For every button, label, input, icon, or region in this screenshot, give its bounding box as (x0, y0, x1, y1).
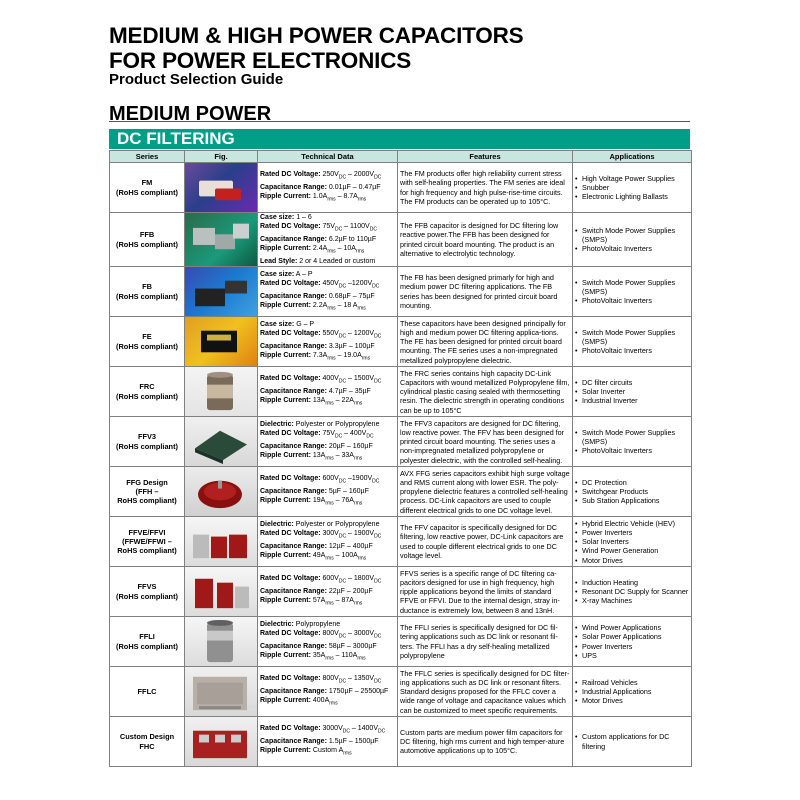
product-photo (185, 367, 257, 416)
spec-line: Dielectric: Polypropylene (260, 620, 341, 628)
features-cell: The FFV capacitor is specifically designed for DC filtering, low reactive power, DC-Link capacitors are used to couple different electrical grids to one DC voltage level. (398, 517, 573, 567)
table-row (110, 267, 692, 317)
application-item: • PhotoVoltaic Inverters (575, 346, 689, 355)
application-item: • DC Protection (575, 478, 689, 487)
section-rule (109, 121, 690, 122)
series-s1: FRC (139, 382, 155, 392)
applications-cell (573, 517, 692, 567)
table-row (110, 617, 692, 667)
application-item: • Industrial Applications (575, 687, 689, 696)
spec-line: Ripple Current: $2.2A_{rms} - 18$ $A_{rms}$ (260, 302, 366, 312)
application-item: • Induction Heating (575, 578, 689, 587)
series-cell (110, 317, 185, 367)
application-item: • Motor Drives (575, 556, 689, 565)
product-figure (185, 517, 258, 567)
application-item: • Sub Station Applications (575, 496, 689, 505)
spec-line: Capacitance Range: 0.68µF – 75µF (260, 292, 375, 300)
spec-line: Ripple Current: $35A_{rms} - 110A_{rms}$ (260, 652, 366, 662)
table-row (110, 467, 692, 517)
spec-line: Capacitance Range: 1750µF – 25500µF (260, 688, 389, 696)
series-s1: FFVE/FFVI (128, 527, 166, 537)
product-photo (185, 617, 257, 666)
table-row (110, 517, 692, 567)
technical-data-cell (258, 267, 398, 317)
spec-line: Ripple Current: $1.0A_{rms} - 8.7A_{rms}$ (260, 193, 367, 203)
applications-cell (573, 213, 692, 267)
title-line-1: MEDIUM & HIGH POWER CAPACITORS (109, 23, 524, 48)
application-item: • Power Inverters (575, 528, 689, 537)
spec-line: Ripple Current: $400A_{rms}$ (260, 697, 338, 707)
spec-line: Rated DC Voltage: $600V_{DC}$ $-1900V_{DC}$ (260, 475, 380, 485)
technical-data-cell (258, 567, 398, 617)
series-s2: FHC (139, 741, 155, 751)
col-header-technical: Technical Data (258, 151, 398, 163)
series-s1: FB (142, 282, 152, 292)
series-s2: (RoHS compliant) (116, 239, 178, 249)
series-s1: Custom Design (119, 732, 175, 742)
product-photo (185, 667, 257, 716)
application-item: • Resonant DC Supply for Scanner (575, 587, 689, 596)
series-s2: (RoHS compliant) (116, 441, 178, 451)
series-cell (110, 617, 185, 667)
product-photo (185, 467, 257, 516)
product-figure (185, 417, 258, 467)
table-row (110, 717, 692, 767)
spec-line: Rated DC Voltage: $300V_{DC} - 1900V_{DC}$ (260, 530, 382, 540)
application-item: • Custom applications for DC filtering (575, 732, 689, 751)
spec-line: Ripple Current: $13A_{rms} - 33A_{rms}$ (260, 452, 363, 462)
features-cell: The FFV3 capacitors are designed for DC filtering, low reactive power. The FFV has been designed for printed circuit board mounting. The series uses a non-impregnated metallized polypropylene or polyester dielectric, with the controlled self-healing. (398, 417, 573, 467)
title-line-2: FOR POWER ELECTRONICS (109, 47, 412, 73)
applications-cell (573, 317, 692, 367)
series-cell (110, 467, 185, 517)
table-row (110, 567, 692, 617)
series-cell (110, 517, 185, 567)
series-cell (110, 567, 185, 617)
spec-line: Capacitance Range: 12µF – 400µF (260, 542, 373, 550)
table-row (110, 367, 692, 417)
series-cell (110, 417, 185, 467)
applications-cell (573, 667, 692, 717)
product-figure (185, 717, 258, 767)
product-photo (185, 567, 257, 616)
technical-data-cell (258, 517, 398, 567)
application-item: • High Voltage Power Supplies (575, 174, 689, 183)
application-item: • Wind Power Applications (575, 623, 689, 632)
application-item: • PhotoVoltaic Inverters (575, 446, 689, 455)
application-item: • Railroad Vehicles (575, 678, 689, 687)
product-figure (185, 467, 258, 517)
spec-line: Dielectric: Polyester or Polypropylene (260, 420, 380, 428)
technical-data-cell (258, 467, 398, 517)
spec-line: Ripple Current: $2.4A_{rms} - 10A_{rms}$ (260, 245, 365, 255)
spec-line: Capacitance Range: 3.3µF – 100µF (260, 342, 375, 350)
spec-line: Ripple Current: $13A_{rms} - 22A_{rms}$ (260, 397, 363, 407)
spec-line: Capacitance Range: 4.7µF – 35µF (260, 388, 371, 396)
features-cell: Custom parts are medium power film capacitors for DC filtering, high rms current and high temper-ature automotive applications up to 105°C. (398, 717, 573, 767)
section-heading: MEDIUM POWER (109, 103, 272, 125)
table-row (110, 163, 692, 213)
features-cell: FFVS series is a specific range of DC filtering ca-pacitors designed for use in high frequency, high ripple applications beyond the limits of standard FFVE or FFVI. Due to the internal design, stray in-ductance is extremely low, between 8 and 13nH. (398, 567, 573, 617)
spec-line: Capacitance Range: 20µF – 160µF (260, 442, 373, 450)
product-photo (185, 317, 257, 366)
application-item: • Solar Inverters (575, 537, 689, 546)
series-s1: FFLI (139, 632, 155, 642)
application-item: • Switch Mode Power Supplies (SMPS) (575, 328, 689, 347)
spec-line: Case size: A – P (260, 270, 313, 278)
series-s3: RoHS compliant) (117, 496, 177, 506)
spec-line: Rated DC Voltage: $800V_{DC} - 1350V_{DC}$ (260, 675, 382, 685)
spec-line: Capacitance Range: 22µF – 200µF (260, 588, 373, 596)
spec-line: Capacitance Range: 6.2µF to 110µF (260, 235, 377, 243)
series-s2: (RoHS compliant) (116, 591, 178, 601)
spec-line: Dielectric: Polyester or Polypropylene (260, 520, 380, 528)
product-figure (185, 567, 258, 617)
series-cell (110, 163, 185, 213)
series-s1: FFG Design (126, 477, 168, 487)
page-subtitle: Product Selection Guide (109, 71, 284, 88)
page-title (109, 24, 523, 73)
series-s3: RoHS compliant) (117, 546, 177, 556)
series-cell (110, 213, 185, 267)
product-photo (185, 267, 257, 316)
spec-line: Ripple Current: $49A_{rms} - 100A_{rms}$ (260, 552, 367, 562)
series-s2: (RoHS compliant) (116, 291, 178, 301)
col-header-series: Series (110, 151, 185, 163)
applications-cell (573, 417, 692, 467)
series-s2: (RoHS compliant) (116, 641, 178, 651)
spec-line: Case size: 1 – 6 (260, 214, 312, 221)
product-figure (185, 617, 258, 667)
product-table (109, 150, 692, 767)
features-cell: The FM products offer high reliability current stress with self-healing properties. The FM series are ideal for high frequency and high pulse-rise-time circuits. The FM products can be operated up to 105°C. (398, 163, 573, 213)
application-item: • Wind Power Generation (575, 546, 689, 555)
series-s1: FE (142, 332, 152, 342)
spec-line: Rated DC Voltage: $75V_{DC} - 1100V_{DC}$ (260, 223, 377, 233)
application-item: • Solar Power Applications (575, 632, 689, 641)
features-cell: The FRC series contains high capacity DC-Link Capacitors with wound metallized Polypropylene film, cylindrical plastic casing sealed with thermosetting resin. The dielectric strength in operating conditions can be up to 105°C (398, 367, 573, 417)
series-cell (110, 267, 185, 317)
applications-cell (573, 617, 692, 667)
product-photo (185, 417, 257, 466)
table-row (110, 213, 692, 267)
spec-line: Capacitance Range: 5µF – 160µF (260, 488, 369, 496)
product-figure (185, 163, 258, 213)
series-s1: FFV3 (137, 432, 157, 442)
series-s1: FFLC (137, 687, 157, 697)
application-item: • PhotoVoltaic Inverters (575, 244, 689, 253)
spec-line: Ripple Current: $57A_{rms} - 87A_{rms}$ (260, 597, 363, 607)
applications-cell (573, 717, 692, 767)
col-header-applications: Applications (573, 151, 692, 163)
application-item: • Switch Mode Power Supplies (SMPS) (575, 428, 689, 447)
applications-cell (573, 267, 692, 317)
spec-line: Lead Style: 2 or 4 Leaded or custom (260, 257, 376, 265)
product-figure (185, 367, 258, 417)
product-figure (185, 267, 258, 317)
technical-data-cell (258, 317, 398, 367)
application-item: • Hybrid Electric Vehicle (HEV) (575, 519, 689, 528)
table-header-row (110, 151, 692, 163)
application-item: • UPS (575, 651, 689, 660)
technical-data-cell (258, 617, 398, 667)
spec-line: Rated DC Voltage: $400V_{DC} - 1500V_{DC}$ (260, 375, 382, 385)
spec-line: Ripple Current: $7.3A_{rms} - 19.0A_{rms}$ (260, 352, 371, 362)
features-cell: These capacitors have been designed principally for high and medium power DC filtering applica-tions. The FE has been designed for printed circuit board mounting. The FE series uses a non-impregnated metallized polypropylene dielectric. (398, 317, 573, 367)
applications-cell (573, 163, 692, 213)
product-figure (185, 667, 258, 717)
product-figure (185, 317, 258, 367)
applications-cell (573, 367, 692, 417)
spec-line: Rated DC Voltage: $600V_{DC} - 1800V_{DC}$ (260, 575, 382, 585)
application-item: • Switch Mode Power Supplies (SMPS) (575, 278, 689, 297)
series-s1: FFB (139, 230, 155, 240)
spec-line: Ripple Current: $19A_{rms} - 76A_{rms}$ (260, 497, 363, 507)
application-item: • DC filter circuits (575, 378, 689, 387)
series-s2: (RoHS compliant) (116, 391, 178, 401)
spec-line: Rated DC Voltage: $250V_{DC} - 2000V_{DC}$ (260, 171, 382, 181)
technical-data-cell (258, 417, 398, 467)
series-s2: (FFWE/FFWI – (122, 537, 172, 547)
subsection-band: DC FILTERING (109, 129, 690, 149)
product-photo (185, 163, 257, 212)
features-cell: The FFLI series is specifically designed for DC fil-tering applications such as DC link or resonant fil-ters. The FFLI has a dry self-healing metallized polypropylene (398, 617, 573, 667)
series-s1: FM (141, 178, 153, 188)
series-s2: (RoHS compliant) (116, 341, 178, 351)
product-photo (185, 213, 257, 266)
series-s2: (RoHS compliant) (116, 187, 178, 197)
spec-line: Capacitance Range: 1.5µF – 1500µF (260, 738, 379, 746)
series-s2: (FFH – (135, 487, 159, 497)
technical-data-cell (258, 367, 398, 417)
application-item: • Snubber (575, 183, 689, 192)
col-header-fig: Fig. (185, 151, 258, 163)
application-item: • Switchgear Products (575, 487, 689, 496)
application-item: • Power Inverters (575, 642, 689, 651)
spec-line: Rated DC Voltage: $800V_{DC} - 3000V_{DC}$ (260, 630, 382, 640)
application-item: • Industrial Inverter (575, 396, 689, 405)
series-cell (110, 717, 185, 767)
technical-data-cell (258, 717, 398, 767)
spec-line: Rated DC Voltage: $75V_{DC} - 400V_{DC}$ (260, 430, 374, 440)
features-cell: The FFLC series is specifically designed for DC filter-ing applications such as DC link or resonant filters. Standard designs proposed for the FFLC cover a wide range of voltage and capacitance values which can be customized to meet specific requirements. (398, 667, 573, 717)
table-row (110, 667, 692, 717)
applications-cell (573, 567, 692, 617)
application-item: • X-ray Machines (575, 596, 689, 605)
features-cell: The FFB capacitor is designed for DC filtering low reactive power.The FFB has been designed for printed circuit board mounting. The product is an alternative to electrolytic technology. (398, 213, 573, 267)
product-figure (185, 213, 258, 267)
technical-data-cell (258, 163, 398, 213)
product-photo (185, 717, 257, 766)
spec-line: Rated DC Voltage: $450V_{DC}$ $-1200V_{DC}$ (260, 280, 380, 290)
spec-line: Case size: G – P (260, 320, 315, 328)
table-row (110, 417, 692, 467)
applications-cell (573, 467, 692, 517)
spec-line: Capacitance Range: 0.01µF – 0.47µF (260, 183, 381, 191)
spec-line: Capacitance Range: 58µF – 3000µF (260, 642, 377, 650)
col-header-features: Features (398, 151, 573, 163)
features-cell: AVX FFG series capacitors exhibit high surge voltage and RMS current along with lower ESR. The poly-propylene dielectric features a controlled self-healing process. DC-Link capacitors are used to couple different electrical grids to one DC voltage level. (398, 467, 573, 517)
product-photo (185, 517, 257, 566)
series-cell (110, 667, 185, 717)
application-item: • Switch Mode Power Supplies (SMPS) (575, 226, 689, 245)
application-item: • PhotoVoltaic Inverters (575, 296, 689, 305)
spec-line: Ripple Current: Custom $A_{rms}$ (260, 747, 352, 757)
spec-line: Rated DC Voltage: $3000V_{DC} - 1400V_{DC}$ (260, 725, 386, 735)
series-s1: FFVS (137, 582, 157, 592)
application-item: • Electronic Lighting Ballasts (575, 192, 689, 201)
features-cell: The FB has been designed primarly for high and medium power DC filtering applications. The FB series has been designed for printed circuit board mounting. (398, 267, 573, 317)
table-row (110, 317, 692, 367)
application-item: • Motor Drives (575, 696, 689, 705)
technical-data-cell (258, 667, 398, 717)
spec-line: Rated DC Voltage: $550V_{DC} - 1200V_{DC}$ (260, 330, 382, 340)
technical-data-cell (258, 213, 398, 267)
application-item: • Solar Inverter (575, 387, 689, 396)
series-cell (110, 367, 185, 417)
